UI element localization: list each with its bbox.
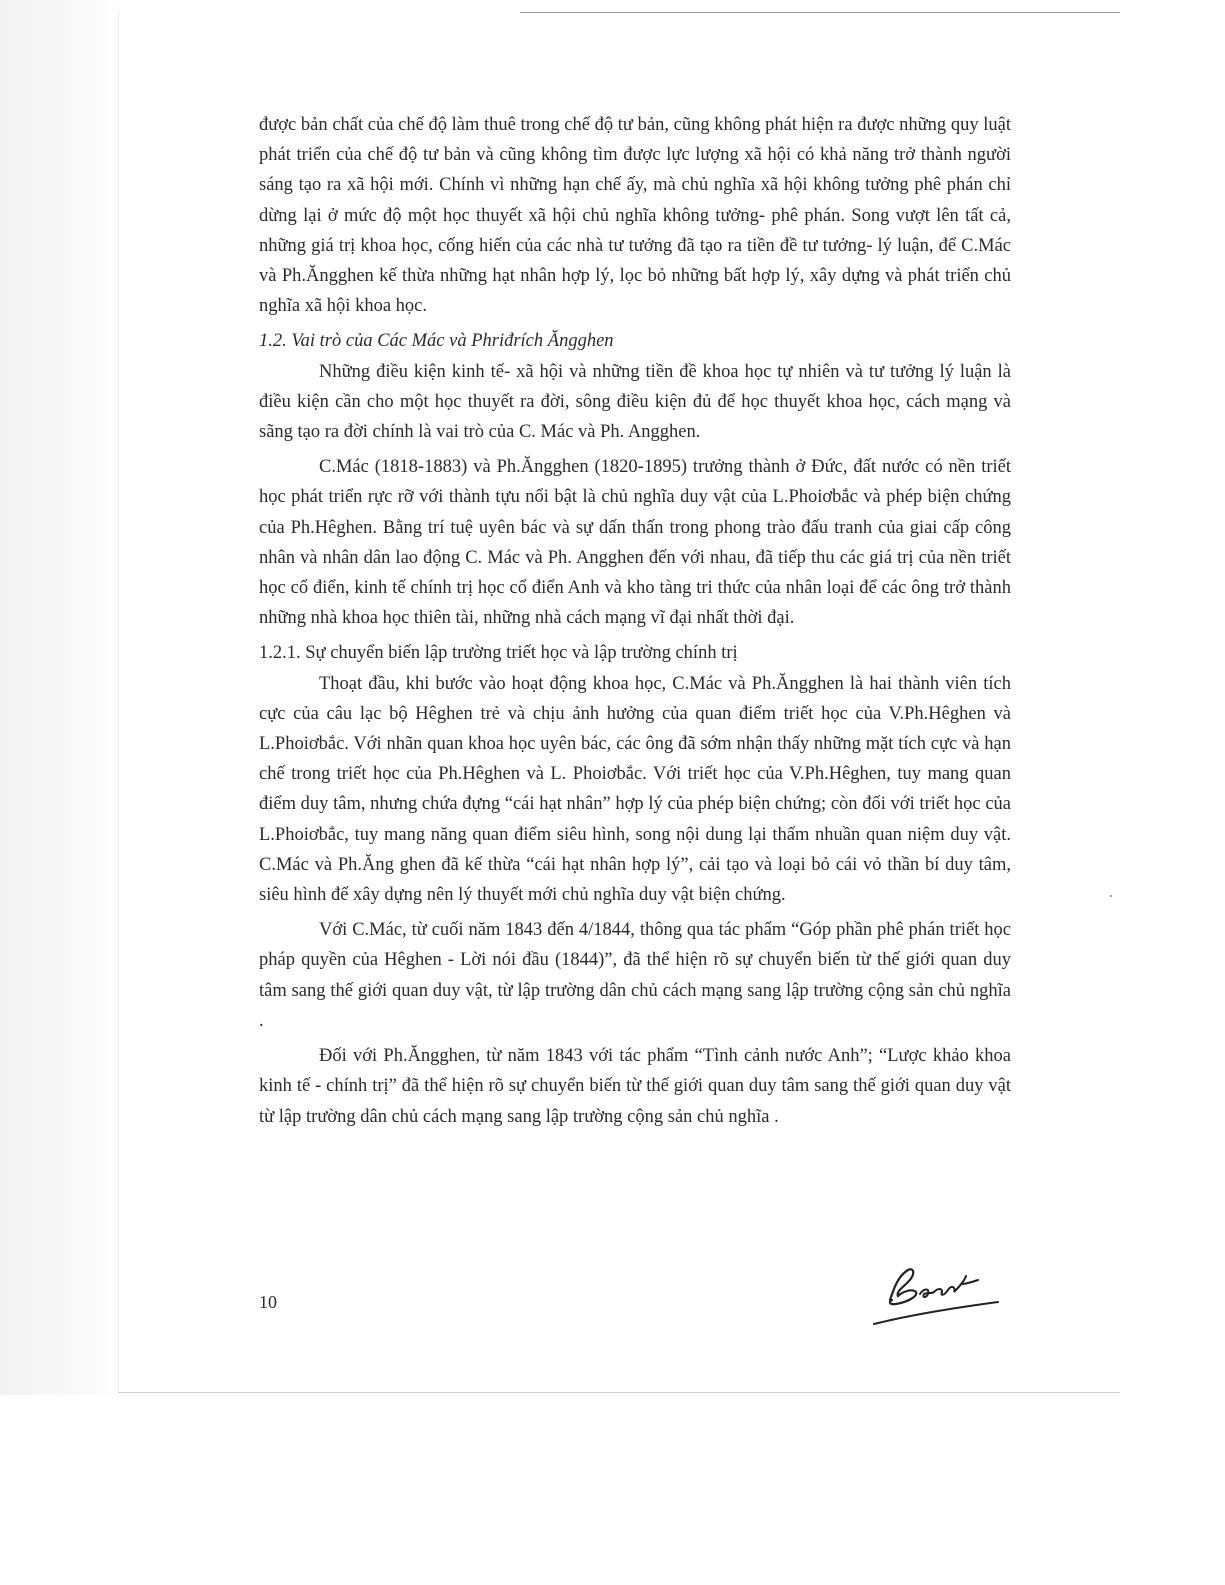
paragraph-young-hegelians: Thoạt đầu, khi bước vào hoạt động khoa học, C.Mác và Ph.Ăngghen là hai thành viên tích cực của câu lạc bộ Hêghen trẻ và chịu ảnh hưởng của quan điểm triết học của V.Ph.Hêghen và L.Phoiơbắc. Với nhãn quan khoa học uyên bác, các ông đã sớm nhận thấy những mặt tích cực và hạn chế trong triết học của Ph.Hêghen và L. Phoiơbắc. Với triết học của V.Ph.Hêghen, tuy mang quan điểm duy tâm, nhưng chứa đựng “cái hạt nhân” hợp lý của phép biện chứng; còn đối với triết học của L.Phoiơbắc, tuy mang năng quan điểm siêu hình, song nội dung lại thấm nhuần quan niệm duy vật. C.Mác và Ph.Ăng ghen đã kế thừa “cái hạt nhân hợp lý”, cải tạo và loại bỏ cái vỏ thần bí duy tâm, siêu hình để xây dựng nên lý thuyết mới chủ nghĩa duy vật biện chứng.	[259, 673, 1011, 906]
document-body	[259, 110, 1011, 1132]
section-heading-1-2: 1.2. Vai trò của Các Mác và Phriđrích Ăngghen	[259, 331, 614, 352]
paragraph-marx-engels-background: C.Mác (1818-1883) và Ph.Ăngghen (1820-1895) trưởng thành ở Đức, đất nước có nền triết học phát triển rực rỡ với thành tựu nổi bật là chủ nghĩa duy vật của L.Phoiơbắc và phép biện chứng của Ph.Hêghen. Bằng trí tuệ uyên bác và sự dấn thấn trong phong trào đấu tranh của giai cấp công nhân và nhân dân lao động C. Mác và Ph. Angghen đến với nhau, đã tiếp thu các giá trị của nền triết học cổ điển, kinh tế chính trị học cổ điển Anh và kho tàng tri thức của nhân loại để các ông trở thành những nhà khoa học thiên tài, những nhà cách mạng vĩ đại nhất thời đại.	[259, 457, 1011, 629]
scan-margin-shade	[0, 0, 118, 1395]
paragraph-conditions: Những điều kiện kinh tế- xã hội và những tiền đề khoa học tự nhiên và tư tưởng lý luận là điều kiện cần cho một học thuyết ra đời, sông điều kiện đủ để học thuyết khoa học, cách mạng và sãng tạo ra đời chính là vai trò của C. Mác và Ph. Angghen.	[259, 361, 1011, 443]
paragraph-continuation: được bản chất của chế độ làm thuê trong chế độ tư bản, cũng không phát hiện ra được những quy luật phát triển của chế độ tư bản và cũng không tìm được lực lượng xã hội có khả năng trở thành người sáng tạo ra xã hội mới. Chính vì những hạn chế ấy, mà chủ nghĩa xã hội không tưởng phê phán chỉ dừng lại ở mức độ một học thuyết xã hội chủ nghĩa không tưởng- phê phán. Song vượt lên tất cả, những giá trị khoa học, cống hiến của các nhà tư tưởng đã tạo ra tiền đề tư tưởng- lý luận, để C.Mác và Ph.Ăngghen kế thừa những hạt nhân hợp lý, lọc bỏ những bất hợp lý, xây dựng và phát triển chủ nghĩa xã hội khoa học.	[259, 115, 1011, 317]
scan-top-edge	[520, 12, 1120, 13]
scan-left-edge	[118, 12, 119, 1392]
paragraph-engels-transition: Đối với Ph.Ăngghen, từ năm 1843 với tác phẩm “Tình cảnh nước Anh”; “Lược khảo khoa kinh tế - chính trị” đã thể hiện rõ sự chuyển biến từ thế giới quan duy tâm sang thế giới quan duy vật từ lập trường dân chủ cách mạng sang lập trường cộng sản chủ nghĩa .	[259, 1046, 1011, 1127]
page-number: 10	[259, 1292, 277, 1312]
section-heading-1-2-1: 1.2.1. Sự chuyển biến lập trường triết học và lập trường chính trị	[259, 643, 738, 664]
scan-speck	[1110, 895, 1112, 897]
handwritten-signature	[868, 1262, 1008, 1332]
scan-bottom-edge	[118, 1392, 1120, 1393]
paragraph-marx-transition: Với C.Mác, từ cuối năm 1843 đến 4/1844, thông qua tác phẩm “Góp phần phê phán triết học pháp quyền của Hêghen - Lời nói đầu (1844)”, đã thể hiện rõ sự chuyển biến từ thế giới quan duy tâm sang thế giới quan duy vật, từ lập trường dân chủ cách mạng sang lập trường cộng sản chủ nghĩa .	[259, 920, 1011, 1031]
